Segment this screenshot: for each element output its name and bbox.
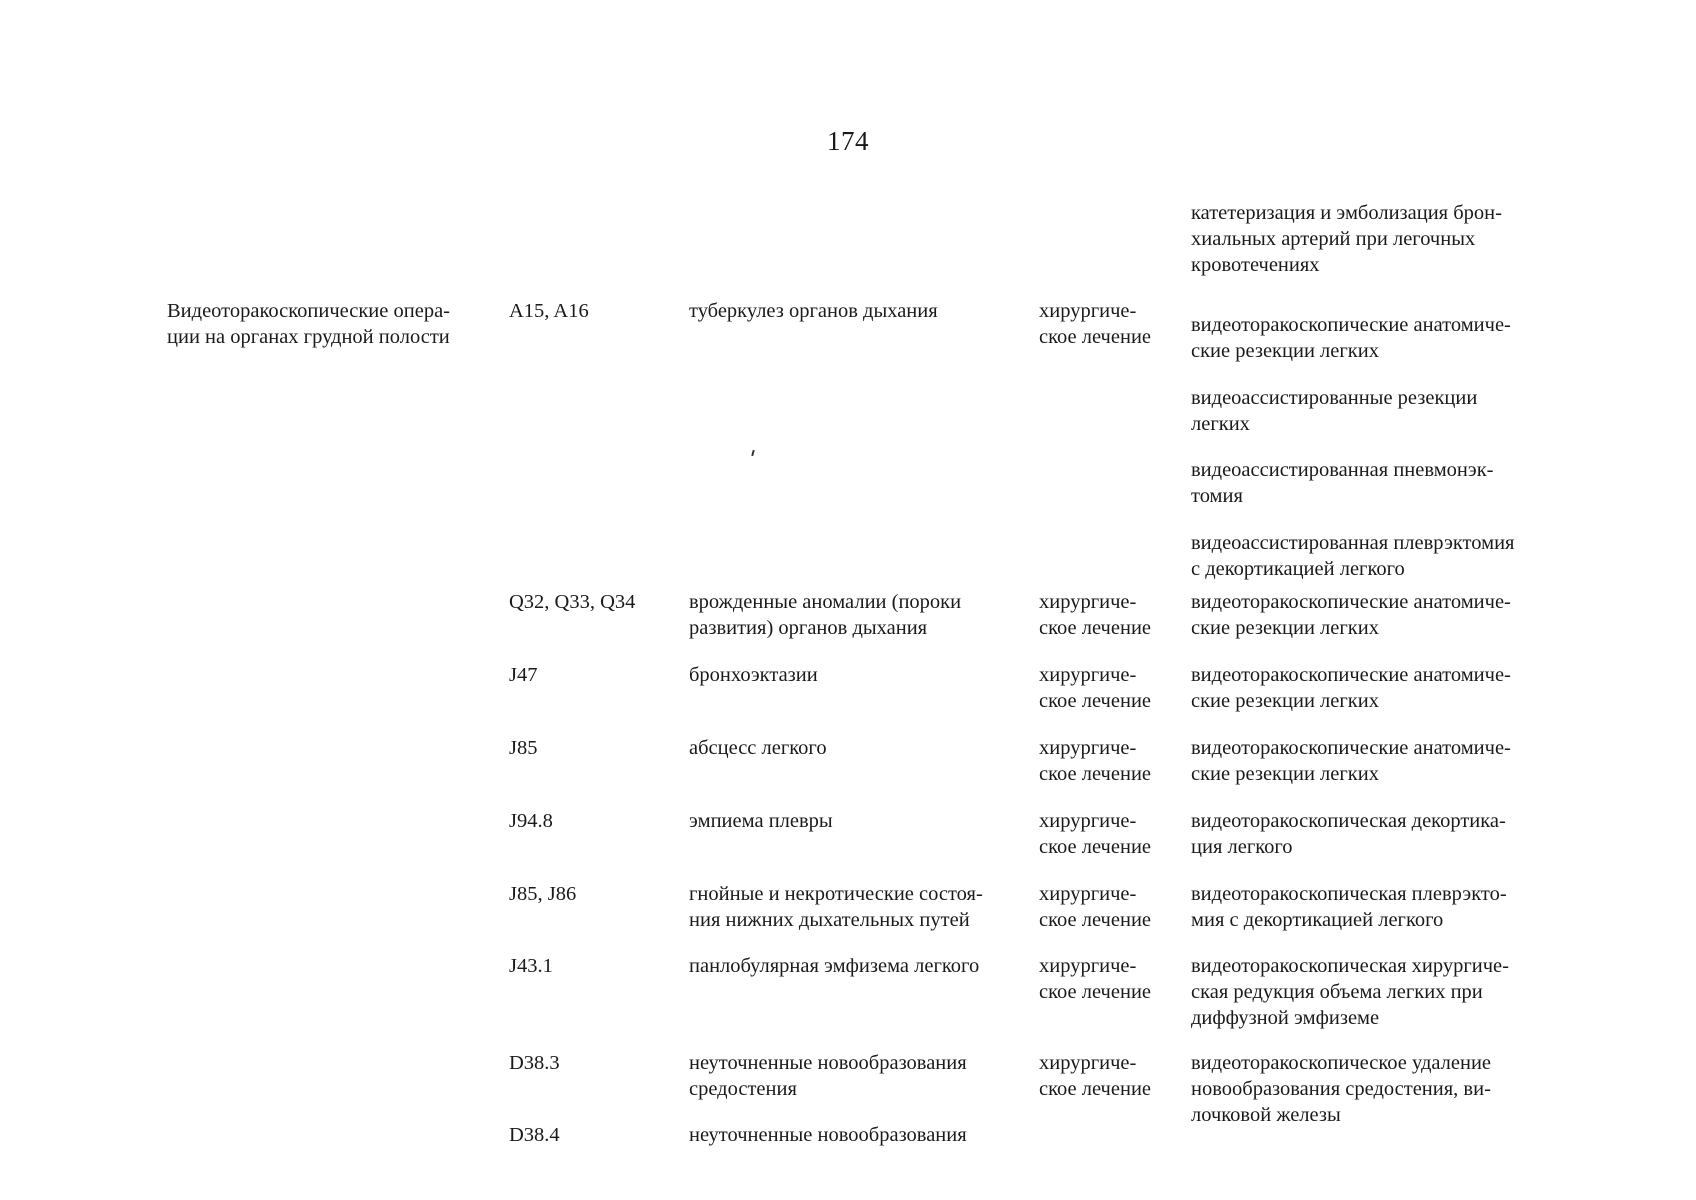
method-cell: видеоторакоскопическая декортика- ция легкого [1191, 810, 1506, 858]
method-cell: видеоторакоскопические анатомиче- ские резекции легких [1191, 314, 1511, 362]
treatment-type-cell: хирургиче- ское лечение [1039, 591, 1152, 639]
treatment-type-cell: хирургиче- ское лечение [1039, 1052, 1152, 1100]
diagnosis-cell: туберкулез органов дыхания [689, 300, 938, 322]
icd-code-cell: J85 [509, 737, 538, 759]
treatment-type-cell: хирургиче- ское лечение [1039, 810, 1152, 858]
icd-code-cell: J94.8 [509, 810, 553, 832]
procedure-group-title: Видеоторакоскопические опера- ции на органах грудной полости [167, 300, 450, 348]
icd-code-cell: Q32, Q33, Q34 [509, 591, 636, 613]
diagnosis-cell: панлобулярная эмфизема легкого [689, 955, 980, 977]
method-cell: видеоторакоскопические анатомиче- ские резекции легких [1191, 591, 1511, 639]
method-cell: видеоторакоскопическое удаление новообразования средостения, ви- лочковой железы [1191, 1052, 1492, 1126]
icd-code-cell: J43.1 [509, 955, 553, 977]
icd-code-cell: D38.3 [509, 1052, 560, 1074]
diagnosis-cell: неуточненные новообразования [689, 1124, 967, 1146]
method-cell: видеоторакоскопическая плеврэкто- мия с декортикацией легкого [1191, 883, 1507, 931]
method-cell: видеоторакоскопическая хирургиче- ская редукция объема легких при диффузной эмфиземе [1191, 955, 1509, 1029]
treatment-type-cell: хирургиче- ское лечение [1039, 737, 1152, 785]
icd-code-cell: J47 [509, 664, 538, 686]
method-cell: видеоторакоскопические анатомиче- ские резекции легких [1191, 737, 1511, 785]
page-number: 174 [827, 126, 869, 156]
method-cell: видеоассистированная пневмонэк- томия [1191, 459, 1494, 507]
icd-code-cell: J85, J86 [509, 883, 577, 905]
diagnosis-cell: эмпиема плевры [689, 810, 833, 832]
scan-speck [751, 450, 754, 456]
method-cell: видеоассистированная плеврэктомия с декортикацией легкого [1191, 532, 1515, 580]
icd-code-cell: D38.4 [509, 1124, 560, 1146]
diagnosis-cell: гнойные и некротические состоя- ния нижних дыхательных путей [689, 883, 983, 931]
method-cell-continuation: катетеризация и эмболизация брон- хиальных артерий при легочных кровотечениях [1191, 202, 1502, 276]
diagnosis-cell: неуточненные новообразования средостения [689, 1052, 967, 1100]
icd-code-cell: A15, A16 [509, 300, 589, 322]
diagnosis-cell: бронхоэктазии [689, 664, 818, 686]
treatment-type-cell: хирургиче- ское лечение [1039, 955, 1152, 1003]
treatment-type-cell: хирургиче- ское лечение [1039, 300, 1152, 348]
diagnosis-cell: абсцесс легкого [689, 737, 827, 759]
treatment-type-cell: хирургиче- ское лечение [1039, 883, 1152, 931]
diagnosis-cell: врожденные аномалии (пороки развития) органов дыхания [689, 591, 962, 639]
treatment-type-cell: хирургиче- ское лечение [1039, 664, 1152, 712]
method-cell: видеоассистированные резекции легких [1191, 387, 1478, 435]
method-cell: видеоторакоскопические анатомиче- ские резекции легких [1191, 664, 1511, 712]
